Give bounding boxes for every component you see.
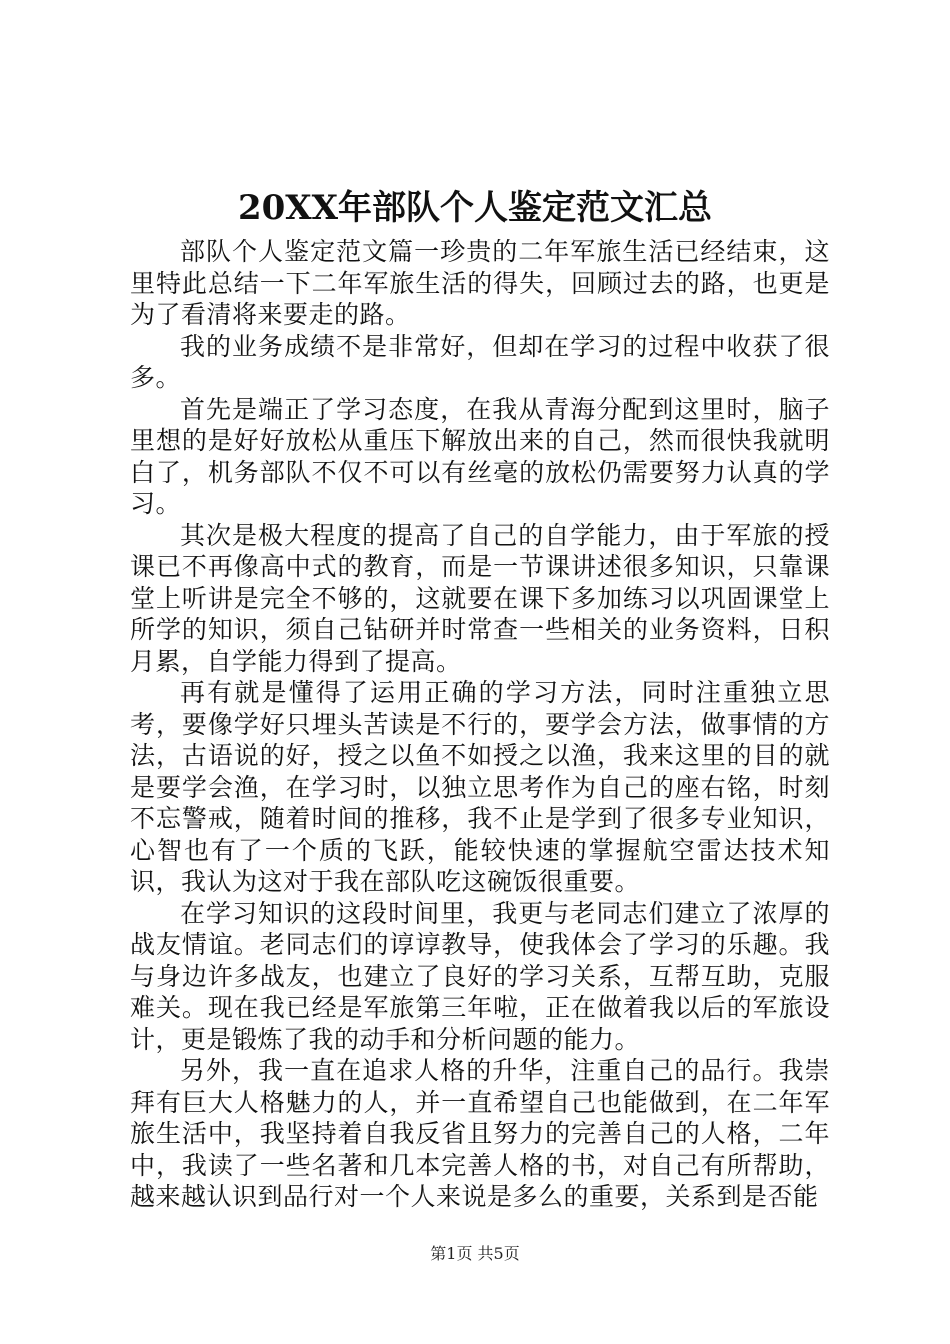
document-body: [130, 236, 830, 1213]
document-title: 20XX年部队个人鉴定范文汇总: [237, 188, 713, 228]
paragraph-2: 我的业务成绩不是非常好，但却在学习的过程中收获了很多。: [130, 331, 830, 392]
paragraph-1: 部队个人鉴定范文篇一珍贵的二年军旅生活已经结束，这里特此总结一下二年军旅生活的得失，回顾过去的路，也更是为了看清将来要走的路。: [130, 237, 830, 329]
paragraph-4: 其次是极大程度的提高了自己的自学能力，由于军旅的授课已不再像高中式的教育，而是一节课讲述很多知识，只靠课堂上听讲是完全不够的，这就要在课下多加练习以巩固课堂上所学的知识，须自己钻研并时常查一些相关的业务资料，日积月累，自学能力得到了提高。: [130, 520, 830, 676]
paragraph-7: 另外，我一直在追求人格的升华，注重自己的品行。我崇拜有巨大人格魅力的人，并一直希望自己也能做到，在二年军旅生活中，我坚持着自我反省且努力的完善自己的人格，二年中，我读了一些名著和几本完善人格的书，对自己有所帮助，越来越认识到品行对一个人来说是多么的重要，关系到是否能: [130, 1056, 830, 1211]
page-footer: [0, 1243, 950, 1265]
page-number-indicator: 第1页 共5页: [430, 1244, 520, 1263]
paragraph-5: 再有就是懂得了运用正确的学习方法，同时注重独立思考，要像学好只埋头苦读是不行的，要学会方法，做事情的方法，古语说的好，授之以鱼不如授之以渔，我来这里的目的就是要学会渔，在学习时，以独立思考作为自己的座右铭，时刻不忘警戒，随着时间的推移，我不止是学到了很多专业知识，心智也有了一个质的飞跃，能较快速的掌握航空雷达技术知识，我认为这对于我在部队吃这碗饭很重要。: [130, 678, 830, 896]
paragraph-3: 首先是端正了学习态度，在我从青海分配到这里时，脑子里想的是好好放松从重压下解放出来的自己，然而很快我就明白了，机务部队不仅不可以有丝毫的放松仍需要努力认真的学习。: [130, 394, 830, 518]
paragraph-6: 在学习知识的这段时间里，我更与老同志们建立了浓厚的战友情谊。老同志们的谆谆教导，使我体会了学习的乐趣。我与身边许多战友，也建立了良好的学习关系，互帮互助，克服难关。现在我已经是军旅第三年啦，正在做着我以后的军旅设计，更是锻炼了我的动手和分析问题的能力。: [130, 898, 830, 1054]
